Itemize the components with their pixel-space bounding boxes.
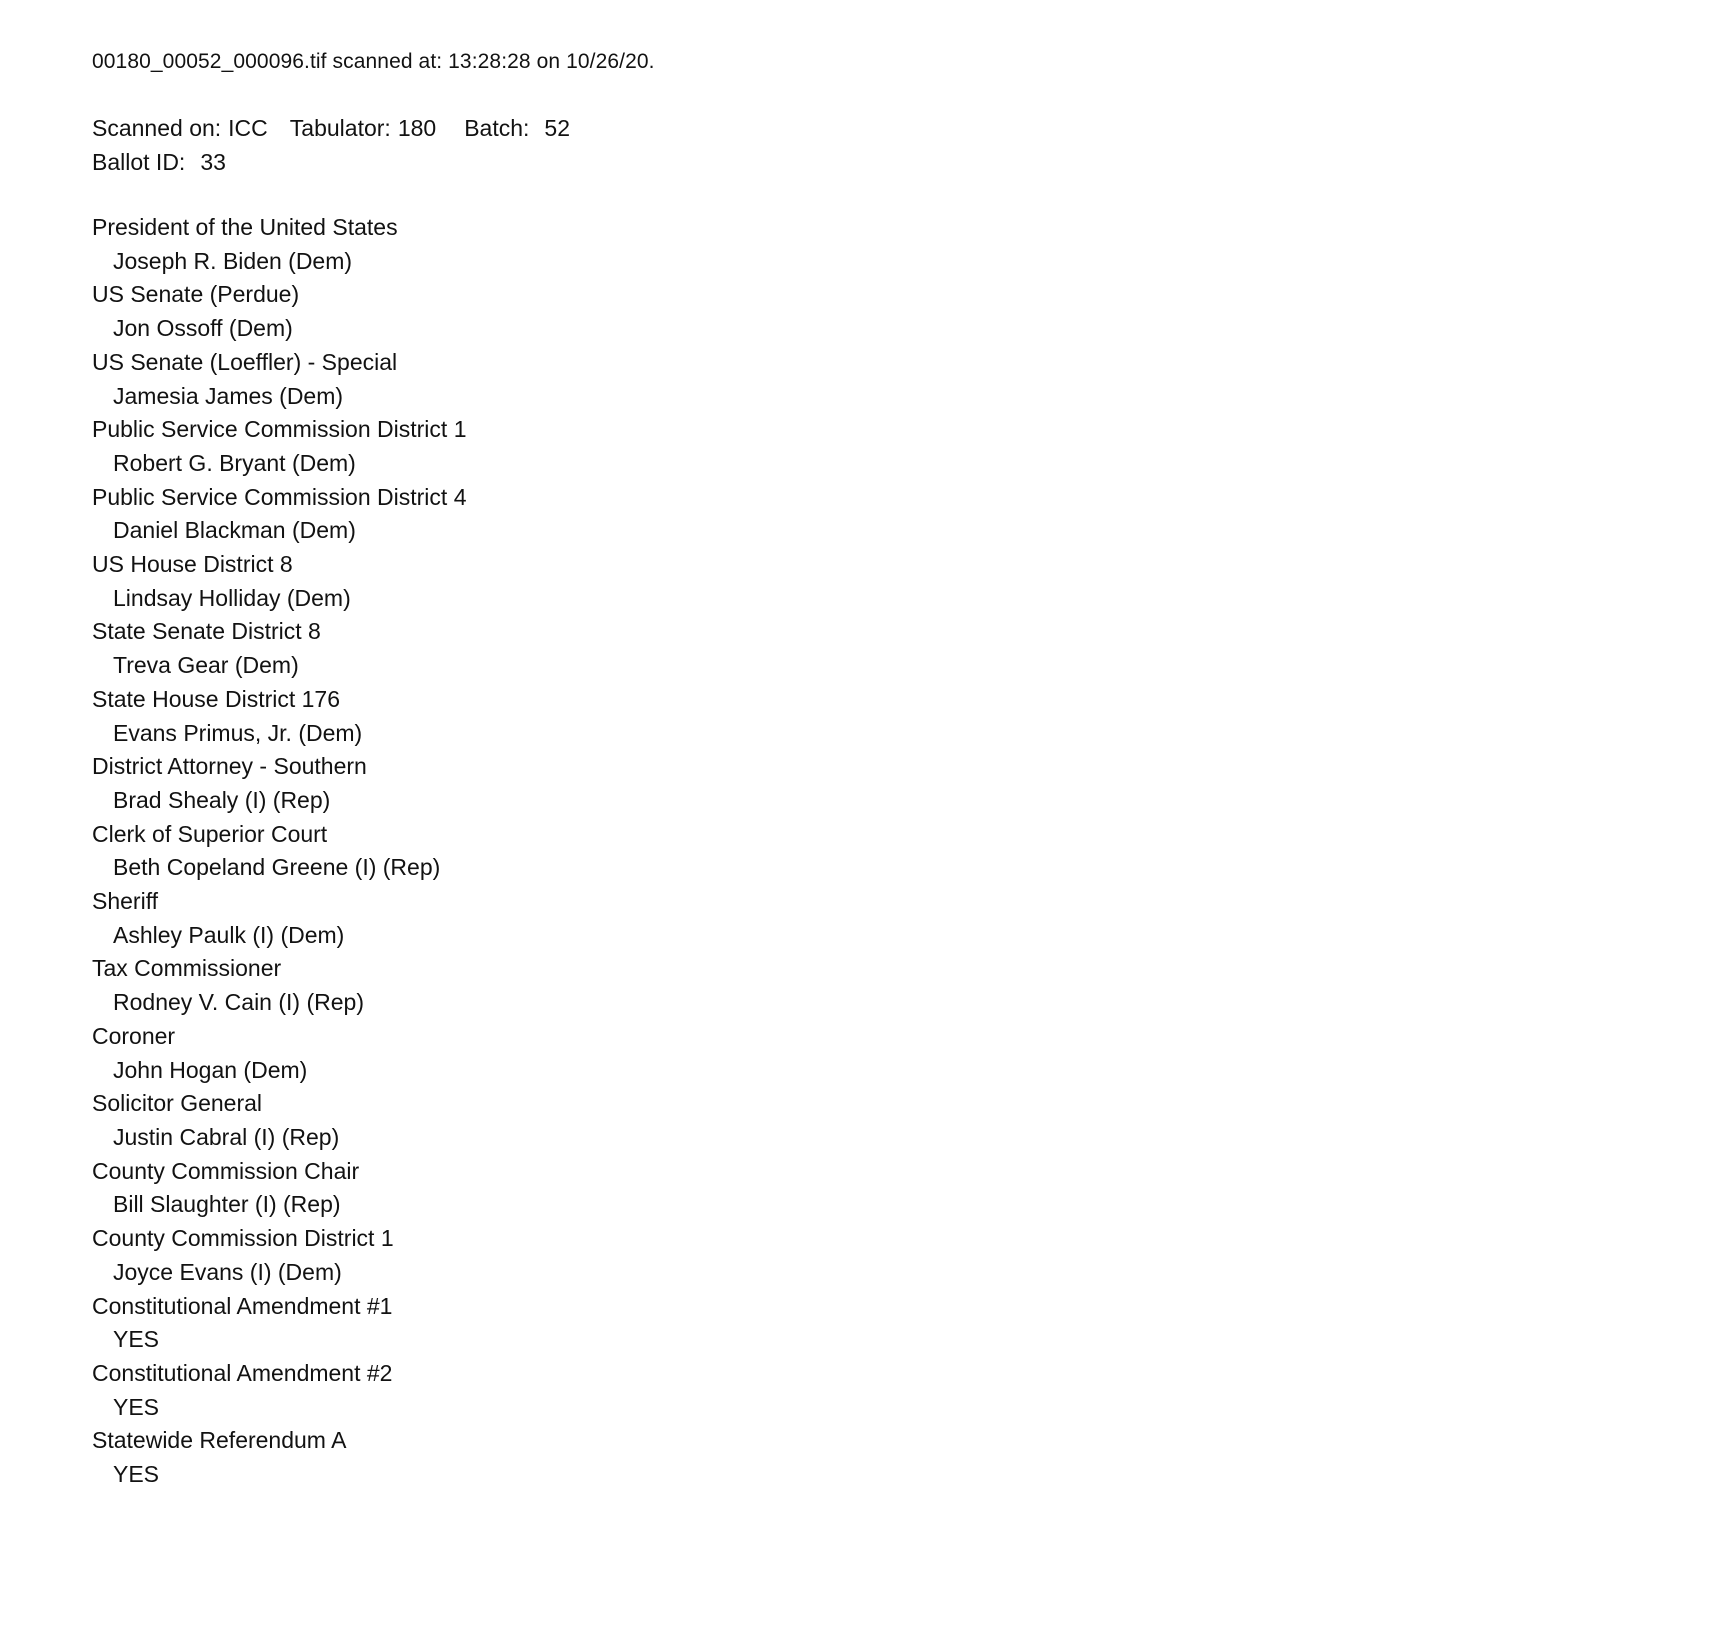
scan-file-header: 00180_00052_000096.tif scanned at: 13:28:28 on 10/26/20. [92,50,655,73]
ballot-id-value: 33 [200,149,226,175]
contest-selection: Evans Primus, Jr. (Dem) [113,719,363,746]
contest-selection: Justin Cabral (I) (Rep) [113,1123,340,1150]
contest-title: Public Service Commission District 4 [92,483,467,510]
contest-selection: John Hogan (Dem) [113,1056,308,1083]
contest-selection: Bill Slaughter (I) (Rep) [113,1191,341,1218]
contest-selection: Joyce Evans (I) (Dem) [113,1258,342,1285]
contest-selection: Jamesia James (Dem) [113,382,344,409]
contest-selection: YES [113,1461,160,1488]
batch-label: Batch: [464,115,530,141]
race-list [92,211,1656,1492]
scanned-on-value: ICC [228,115,268,141]
contest-title: Solicitor General [92,1090,263,1117]
contest-title: Constitutional Amendment #1 [92,1292,393,1319]
batch-pair [464,111,570,145]
scan-info-block [92,111,1656,179]
scan-info-line [92,111,1656,145]
contest-title: President of the United States [92,214,398,240]
contest-title: District Attorney - Southern [92,753,367,780]
contest-title: Constitutional Amendment #2 [92,1359,393,1386]
contest-title: State Senate District 8 [92,618,321,645]
tabulator-value: 180 [397,115,437,141]
contest-selection: Joseph R. Biden (Dem) [113,247,353,274]
contest-title: US Senate (Perdue) [92,281,300,308]
contest-title: State House District 176 [92,685,341,712]
batch-value: 52 [544,115,570,141]
contest-title: County Commission District 1 [92,1225,394,1252]
contest-title: Public Service Commission District 1 [92,416,467,443]
contest-selection: Ashley Paulk (I) (Dem) [113,921,345,948]
tabulator-pair [290,111,436,145]
ballot-id-label: Ballot ID: [92,149,186,175]
contest-selection: Lindsay Holliday (Dem) [113,584,351,611]
contest-selection: Daniel Blackman (Dem) [113,517,356,544]
contest-selection: Beth Copeland Greene (I) (Rep) [113,854,441,881]
contest-selection: Jon Ossoff (Dem) [113,315,293,342]
document-content [92,48,1656,1492]
ballot-id-line [92,145,1656,179]
contest-selection: Brad Shealy (I) (Rep) [113,786,331,813]
contest-title: Statewide Referendum A [92,1427,347,1454]
contest-title: Tax Commissioner [92,955,282,982]
contest-title: Sheriff [92,888,159,915]
contest-selection: YES [113,1326,160,1353]
contest-title: Clerk of Superior Court [92,820,328,847]
contest-selection: Rodney V. Cain (I) (Rep) [113,989,364,1016]
contest-selection: Robert G. Bryant (Dem) [113,449,356,476]
contest-title: Coroner [92,1022,176,1049]
scanned-on-pair [92,111,268,145]
contest-selection: Treva Gear (Dem) [113,652,299,679]
tabulator-label: Tabulator: [289,115,391,141]
contest-title: US Senate (Loeffler) - Special [92,348,398,375]
contest-title: County Commission Chair [92,1157,360,1184]
ballot-id-pair [92,145,226,179]
contest-title: US House District 8 [92,551,293,578]
scanned-on-label: Scanned on: [92,115,222,141]
contest-selection: YES [113,1393,160,1420]
